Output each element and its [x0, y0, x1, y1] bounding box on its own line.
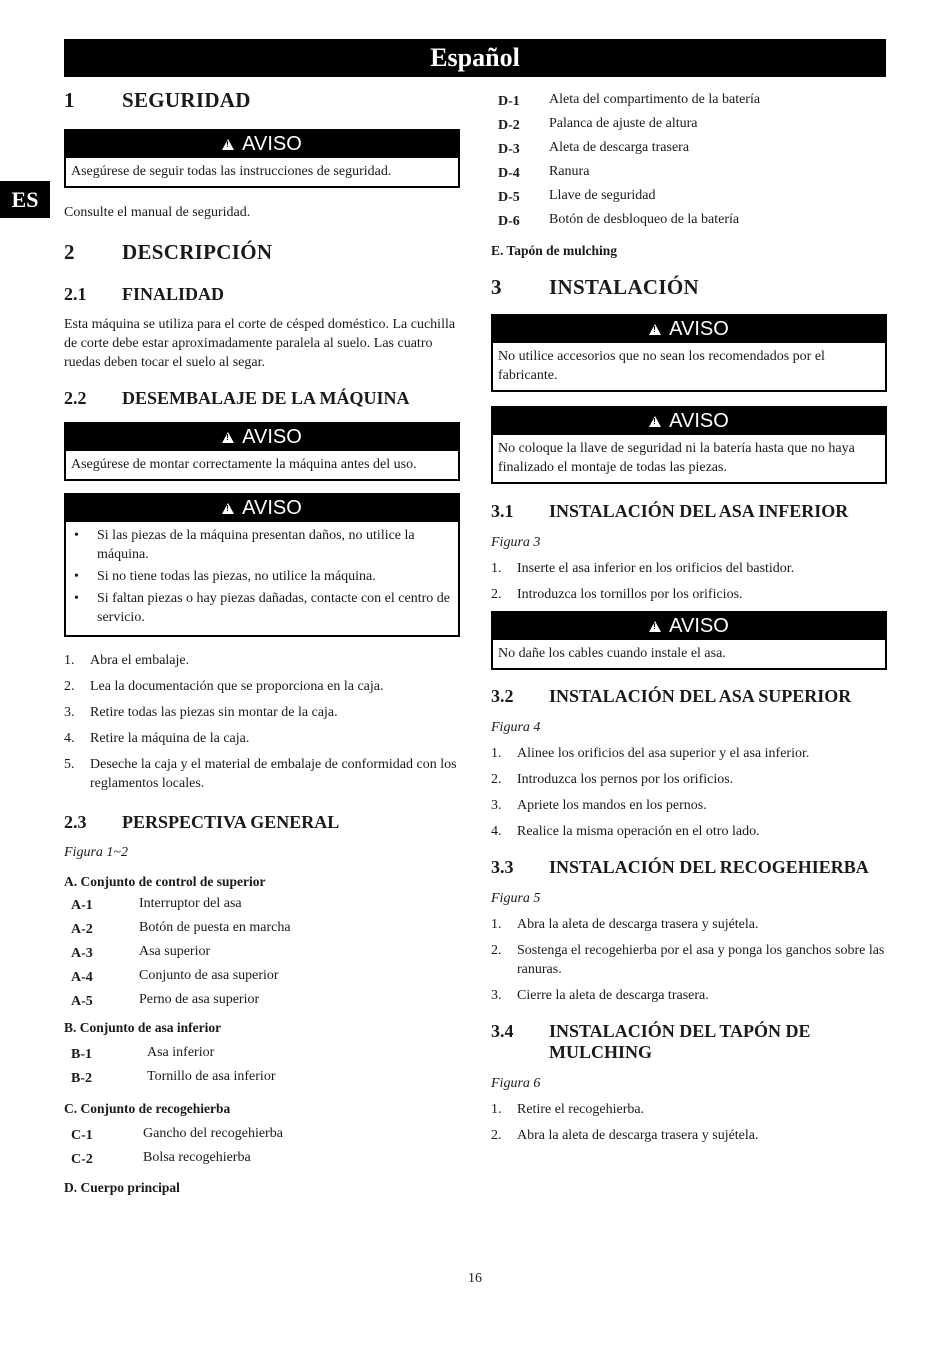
step-text: Sostenga el recogehierba por el asa y ponga los ganchos sobre las ranuras.	[517, 943, 885, 977]
group-title: C. Conjunto de recogehierba	[64, 1101, 231, 1116]
list-item	[64, 651, 460, 670]
step-number: 3.	[491, 798, 502, 813]
list-item	[64, 677, 460, 696]
warning-triangle-icon	[649, 416, 661, 427]
step-text: Abra el embalaje.	[90, 653, 190, 668]
language-side-tab: ES	[0, 181, 50, 218]
warning-header	[493, 408, 885, 435]
warning-triangle-icon	[649, 324, 661, 335]
part-desc: Asa superior	[139, 944, 211, 959]
list-item	[491, 744, 887, 763]
section-title: DESCRIPCIÓN	[122, 240, 273, 264]
warning-box	[491, 406, 887, 484]
section-3-3-heading	[491, 857, 887, 878]
list-item	[491, 986, 887, 1005]
warning-label: AVISO	[669, 615, 729, 637]
page-number: 16	[468, 1271, 482, 1286]
section-title: INSTALACIÓN	[549, 275, 699, 299]
part-code: B-2	[71, 1071, 92, 1086]
part-desc: Aleta de descarga trasera	[549, 140, 690, 155]
part-row	[64, 894, 460, 918]
figure-reference: Figura 3	[491, 535, 541, 550]
step-number: 1.	[491, 1102, 502, 1117]
paragraph: Consulte el manual de seguridad.	[64, 205, 251, 220]
part-code: A-1	[71, 898, 93, 913]
step-number: 4.	[64, 731, 75, 746]
part-desc: Botón de desbloqueo de la batería	[549, 212, 740, 227]
part-desc: Asa inferior	[147, 1045, 215, 1060]
list-item	[491, 796, 887, 815]
warning-text: No dañe los cables cuando instale el asa.	[498, 646, 726, 661]
step-text: Introduzca los tornillos por los orificios.	[517, 587, 743, 602]
warning-triangle-icon	[222, 503, 234, 514]
section-title: DESEMBALAJE DE LA MÁQUINA	[122, 388, 410, 408]
part-code: D-1	[498, 94, 520, 109]
warning-body	[66, 522, 458, 635]
parts-list	[64, 1124, 460, 1172]
warning-box	[491, 314, 887, 392]
section-3-heading	[491, 275, 887, 300]
group-title: D. Cuerpo principal	[64, 1180, 180, 1195]
warning-bullet: • Si faltan piezas o hay piezas dañadas, contacte con el centro de servicio.	[71, 589, 453, 627]
list-item	[491, 915, 887, 934]
section-title: INSTALACIÓN DEL ASA INFERIOR	[549, 501, 849, 521]
part-row	[491, 186, 887, 210]
part-code: A-5	[71, 994, 93, 1009]
step-number: 3.	[491, 988, 502, 1003]
step-text: Realice la misma operación en el otro lado.	[517, 824, 760, 839]
left-column	[64, 88, 460, 1197]
section-title: INSTALACIÓN DEL ASA SUPERIOR	[549, 686, 852, 706]
step-number: 2.	[491, 587, 502, 602]
part-desc: Bolsa recogehierba	[143, 1150, 251, 1165]
section-2-2-heading	[64, 388, 460, 409]
warning-box	[64, 422, 460, 481]
part-row	[64, 1148, 460, 1172]
part-row	[64, 918, 460, 942]
list-item	[491, 559, 887, 578]
part-code: C-2	[71, 1152, 93, 1167]
part-code: D-5	[498, 190, 520, 205]
warning-header	[66, 424, 458, 451]
part-desc: Perno de asa superior	[139, 992, 260, 1007]
installation-steps	[491, 559, 887, 604]
part-row	[491, 162, 887, 186]
section-title: INSTALACIÓN DEL RECOGEHIERBA	[549, 857, 869, 877]
warning-label: AVISO	[669, 318, 729, 340]
warning-box	[491, 611, 887, 670]
warning-box	[64, 129, 460, 188]
step-text: Retire la máquina de la caja.	[90, 731, 250, 746]
part-desc: Aleta del compartimento de la batería	[549, 92, 761, 107]
list-item	[491, 822, 887, 841]
part-code: A-4	[71, 970, 93, 985]
part-row	[64, 966, 460, 990]
part-row	[64, 1067, 460, 1091]
step-text: Retire el recogehierba.	[517, 1102, 645, 1117]
part-code: A-2	[71, 922, 93, 937]
list-item	[491, 1100, 887, 1119]
section-number: 2.2	[64, 388, 87, 408]
warning-header	[493, 613, 885, 640]
language-banner: Español	[64, 39, 886, 77]
step-number: 1.	[491, 561, 502, 576]
list-item	[491, 585, 887, 604]
step-number: 1.	[64, 653, 75, 668]
warning-bullet: • Si no tiene todas las piezas, no utilice la máquina.	[71, 567, 453, 586]
section-number: 1	[64, 88, 75, 112]
part-row	[491, 114, 887, 138]
step-text: Alinee los orificios del asa superior y el asa inferior.	[517, 746, 810, 761]
step-text: Abra la aleta de descarga trasera y sujétela.	[517, 1128, 759, 1143]
list-item	[491, 941, 887, 979]
section-2-1-heading	[64, 284, 460, 305]
figure-reference: Figura 5	[491, 891, 541, 906]
section-number: 3.3	[491, 857, 514, 877]
section-number: 2.1	[64, 284, 87, 304]
group-title: A. Conjunto de control de superior	[64, 874, 266, 889]
part-row	[64, 1124, 460, 1148]
warning-header	[493, 316, 885, 343]
section-title: FINALIDAD	[122, 284, 225, 304]
group-title: B. Conjunto de asa inferior	[64, 1020, 222, 1035]
part-code: D-2	[498, 118, 520, 133]
paragraph: Esta máquina se utiliza para el corte de césped doméstico. La cuchilla de corte debe estar aproximadamente paralela al suelo. Las cuatro ruedas deben tocar el suelo al segar.	[64, 317, 456, 370]
warning-header	[66, 131, 458, 158]
part-desc: Palanca de ajuste de altura	[549, 116, 698, 131]
parts-list	[64, 1043, 460, 1091]
step-number: 3.	[64, 705, 75, 720]
warning-text: No coloque la llave de seguridad ni la batería hasta que no haya finalizado el montaje de todas las piezas.	[498, 441, 855, 475]
section-3-1-heading	[491, 501, 887, 522]
parts-list	[491, 90, 887, 234]
part-code: A-3	[71, 946, 93, 961]
warning-bullet: • Si las piezas de la máquina presentan daños, no utilice la máquina.	[71, 526, 453, 564]
parts-list	[64, 894, 460, 1014]
list-item	[491, 1126, 887, 1145]
part-code: D-6	[498, 214, 520, 229]
step-text: Abra la aleta de descarga trasera y sujétela.	[517, 917, 759, 932]
step-number: 2.	[491, 943, 502, 958]
warning-triangle-icon	[222, 432, 234, 443]
warning-text: No utilice accesorios que no sean los recomendados por el fabricante.	[498, 349, 825, 383]
part-desc: Interruptor del asa	[139, 896, 242, 911]
part-code: D-3	[498, 142, 520, 157]
unpacking-steps	[64, 651, 460, 793]
step-text: Deseche la caja y el material de embalaje de conformidad con los reglamentos locales.	[90, 757, 457, 791]
warning-triangle-icon	[649, 621, 661, 632]
step-text: Introduzca los pernos por los orificios.	[517, 772, 734, 787]
warning-text: Asegúrese de seguir todas las instrucciones de seguridad.	[71, 164, 392, 179]
section-title: INSTALACIÓN DEL TAPÓN DE MULCHING	[549, 1021, 811, 1062]
part-row	[491, 138, 887, 162]
section-number: 3.4	[491, 1021, 514, 1041]
warning-label: AVISO	[669, 410, 729, 432]
part-desc: Gancho del recogehierba	[143, 1126, 283, 1141]
part-desc: Conjunto de asa superior	[139, 968, 279, 983]
figure-reference: Figura 1~2	[64, 845, 128, 860]
part-desc: Llave de seguridad	[549, 188, 656, 203]
figure-reference: Figura 4	[491, 720, 541, 735]
step-text: Apriete los mandos en los pernos.	[517, 798, 707, 813]
group-title: E. Tapón de mulching	[491, 243, 618, 258]
section-2-3-heading	[64, 812, 460, 833]
part-row	[64, 1043, 460, 1067]
section-3-2-heading	[491, 686, 887, 707]
step-number: 4.	[491, 824, 502, 839]
part-row	[491, 90, 887, 114]
section-number: 2.3	[64, 812, 87, 832]
section-number: 3.2	[491, 686, 514, 706]
figure-reference: Figura 6	[491, 1076, 541, 1091]
step-number: 1.	[491, 746, 502, 761]
warning-text: Asegúrese de montar correctamente la máquina antes del uso.	[71, 457, 417, 472]
warning-triangle-icon	[222, 139, 234, 150]
section-title: PERSPECTIVA GENERAL	[122, 812, 340, 832]
list-item	[64, 755, 460, 793]
part-code: B-1	[71, 1047, 92, 1062]
installation-steps	[491, 915, 887, 1005]
step-text: Lea la documentación que se proporciona en la caja.	[90, 679, 384, 694]
warning-label: AVISO	[242, 497, 302, 519]
section-3-4-heading	[491, 1021, 887, 1063]
section-number: 3.1	[491, 501, 514, 521]
section-title: SEGURIDAD	[122, 88, 251, 112]
part-code: D-4	[498, 166, 520, 181]
right-column	[491, 94, 887, 1152]
step-number: 2.	[64, 679, 75, 694]
step-text: Inserte el asa inferior en los orificios del bastidor.	[517, 561, 795, 576]
list-item	[491, 770, 887, 789]
step-number: 2.	[491, 1128, 502, 1143]
part-row	[64, 942, 460, 966]
warning-box	[64, 493, 460, 637]
section-1-heading	[64, 88, 460, 113]
part-desc: Botón de puesta en marcha	[139, 920, 291, 935]
step-text: Retire todas las piezas sin montar de la caja.	[90, 705, 338, 720]
part-row	[491, 210, 887, 234]
part-desc: Ranura	[549, 164, 590, 179]
section-number: 3	[491, 275, 502, 299]
warning-label: AVISO	[242, 133, 302, 155]
step-number: 1.	[491, 917, 502, 932]
list-item	[64, 703, 460, 722]
step-number: 2.	[491, 772, 502, 787]
section-number: 2	[64, 240, 75, 264]
part-row	[64, 990, 460, 1014]
installation-steps	[491, 1100, 887, 1145]
installation-steps	[491, 744, 887, 841]
part-code: C-1	[71, 1128, 93, 1143]
section-2-heading	[64, 240, 460, 265]
warning-label: AVISO	[242, 426, 302, 448]
part-desc: Tornillo de asa inferior	[147, 1069, 276, 1084]
step-text: Cierre la aleta de descarga trasera.	[517, 988, 709, 1003]
list-item	[64, 729, 460, 748]
warning-header	[66, 495, 458, 522]
step-number: 5.	[64, 757, 75, 772]
